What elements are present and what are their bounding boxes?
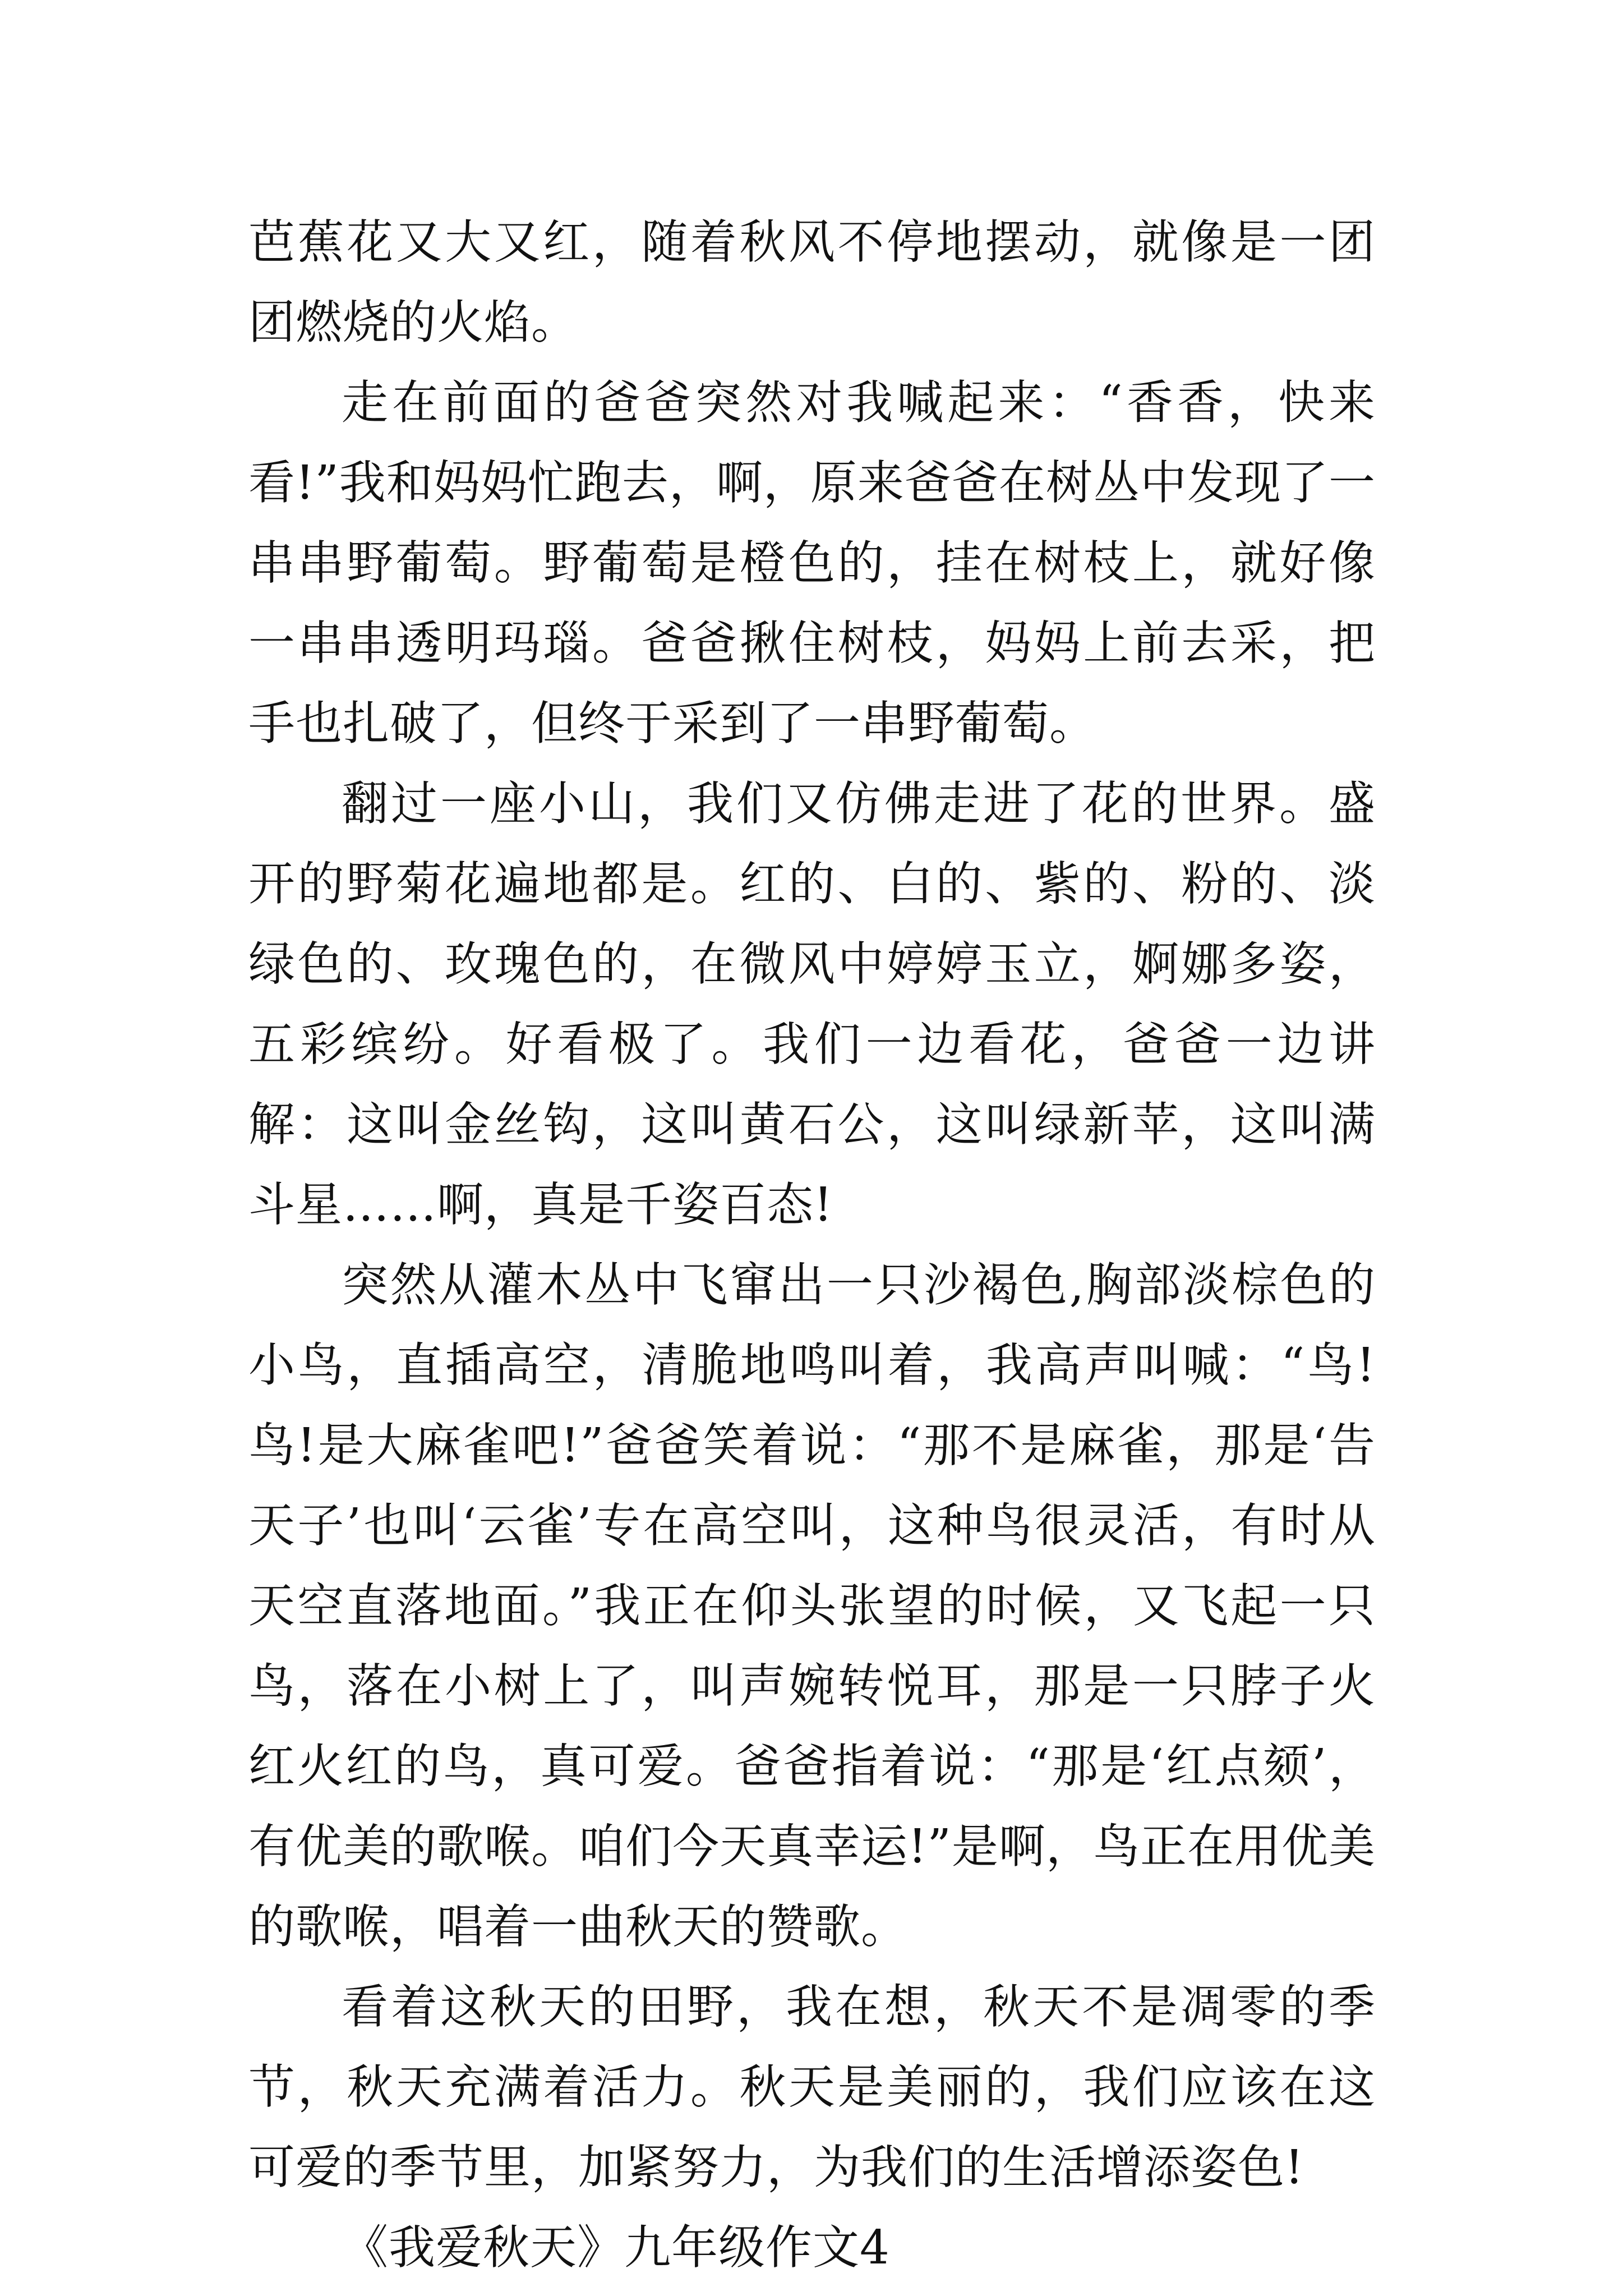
paragraph-3: 翻过一座小山，我们又仿佛走进了花的世界。盛开的野菊花遍地都是。红的、白的、紫的、粉的、淡绿色的、玫瑰色的，在微风中婷婷玉立，婀娜多姿，五彩缤纷。好看极了。我们一边看花，爸爸一边讲解：这叫金丝钩，这叫黄石公，这叫绿新苹，这叫满斗星……啊，真是千姿百态!	[248, 776, 1376, 1232]
document-body	[248, 202, 1376, 2288]
paragraph-1: 芭蕉花又大又红，随着秋风不停地摆动，就像是一团团燃烧的火焰。	[248, 215, 1376, 349]
paragraph-2: 走在前面的爸爸突然对我喊起来：“香香，快来看!”我和妈妈忙跑去，啊，原来爸爸在树丛中发现了一串串野葡萄。野葡萄是橙色的，挂在树枝上，就好像一串串透明玛瑙。爸爸揪住树枝，妈妈上前去采，把手也扎破了，但终于采到了一串野葡萄。	[248, 375, 1376, 751]
paragraph-4: 突然从灌木丛中飞窜出一只沙褐色,胸部淡棕色的小鸟，直插高空，清脆地鸣叫着，我高声叫喊：“鸟!鸟!是大麻雀吧!”爸爸笑着说：“那不是麻雀，那是‘告天子’也叫‘云雀’专在高空叫，这种鸟很灵活，有时从天空直落地面。”我正在仰头张望的时候，又飞起一只鸟，落在小树上了，叫声婉转悦耳，那是一只脖子火红火红的鸟，真可爱。爸爸指着说：“那是‘红点颏’，有优美的歌喉。咱们今天真幸运!”是啊，鸟正在用优美的歌喉，唱着一曲秋天的赞歌。	[248, 1258, 1376, 1954]
paragraph-5: 看着这秋天的田野，我在想，秋天不是凋零的季节，秋天充满着活力。秋天是美丽的，我们应该在这可爱的季节里，加紧努力，为我们的生活增添姿色!	[248, 1980, 1376, 2194]
next-essay-title: 《我爱秋天》九年级作文4	[342, 2220, 890, 2275]
